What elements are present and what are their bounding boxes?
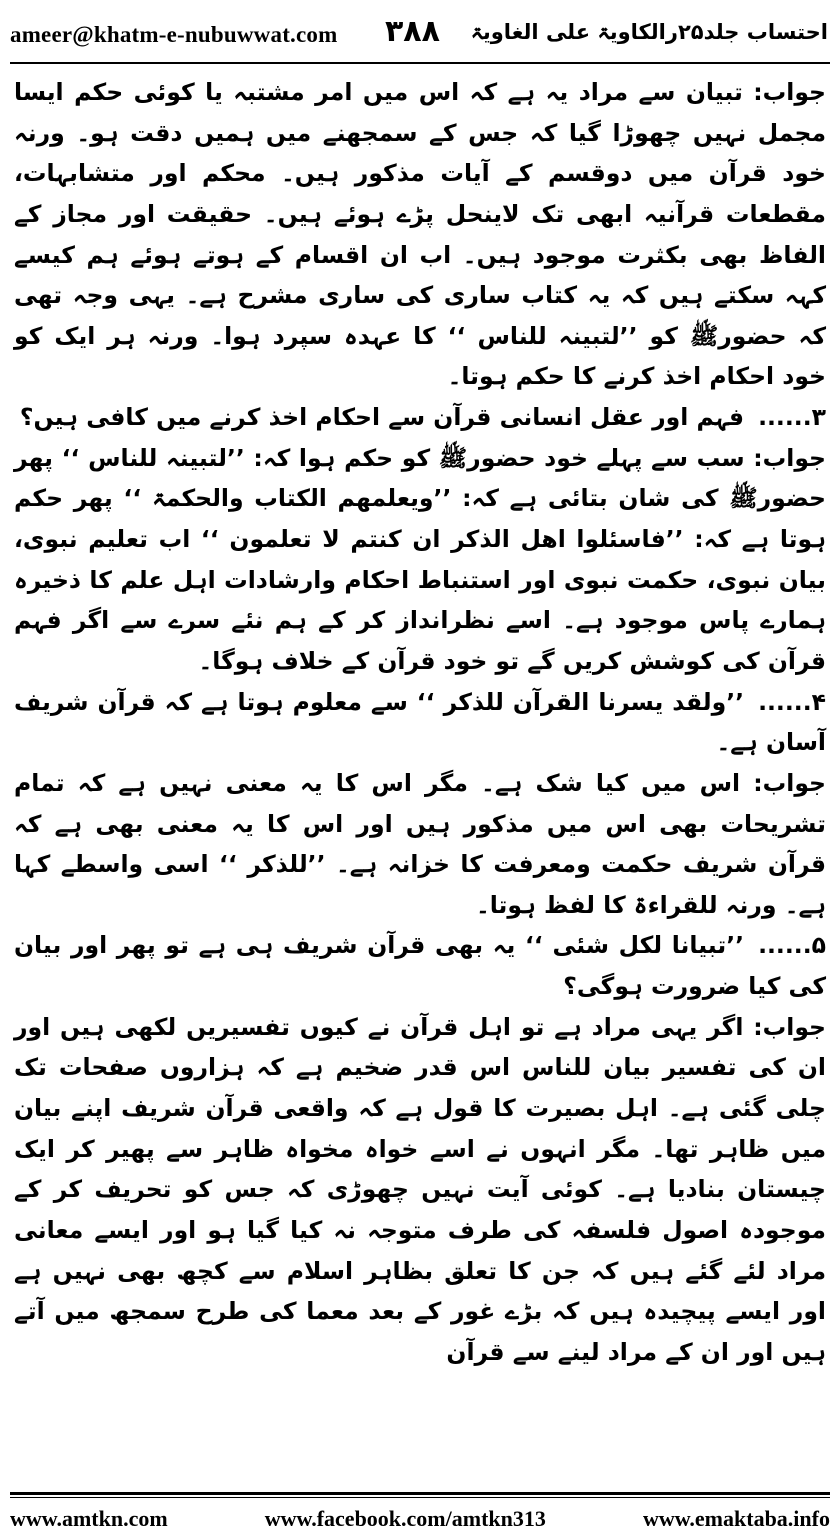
page-body: [14, 72, 826, 1477]
question-4-text: ’’ولقد یسرنا القرآن للذکر ‘‘ سے معلوم ہوتا ہے کہ قرآن شریف آسان ہے۔: [14, 687, 826, 757]
running-title: احتساب جلد۲۵رالکاویۃ علی الغاویۃ: [470, 20, 828, 44]
question-5-text: ’’تبیانا لکل شئی ‘‘ یہ بھی قرآن شریف ہی ہے تو پھر اور بیان کی کیا ضرورت ہوگی؟: [14, 931, 826, 1001]
footer-link-emaktaba[interactable]: www.emaktaba.info: [642, 1506, 830, 1531]
footer-link-facebook[interactable]: www.facebook.com/amtkn313: [264, 1506, 546, 1531]
answer-paragraph-3: جواب: اس میں کیا شک ہے۔ مگر اس کا یہ معنی نہیں ہے کہ تمام تشریحات بھی اس میں مذکور ہیں اور اس کا یہ معنی بھی ہے کہ قرآن شریف حکمت ومعرفت کا خزانہ ہے۔ ’’للذکر ‘‘ اسی واسطے کہا ہے۔ ورنہ للقراءۃ کا لفظ ہوتا۔: [14, 768, 826, 919]
question-3-text: فہم اور عقل انسانی قرآن سے احکام اخذ کرنے میں کافی ہیں؟: [19, 403, 745, 432]
question-4-number: ۴......: [758, 687, 826, 716]
header-email[interactable]: ameer@khatm-e-nubuwwat.com: [10, 22, 338, 47]
page-number: ۳۸۸: [385, 14, 440, 49]
answer-paragraph-4: جواب: اگر یہی مراد ہے تو اہل قرآن نے کیوں تفسیریں لکھی ہیں اور ان کی تفسیر بیان للناس اس قدر ضخیم ہے کہ ہزاروں صفحات تک چلی گئی ہے۔ اہل بصیرت کا قول ہے کہ واقعی قرآن شریف اپنے بیان میں ظاہر تھا۔ مگر انہوں نے اسے خواہ مخواہ ظاہر سے پھیر کر ایک چیستان بنادیا ہے۔ کوئی آیت نہیں چھوڑی کہ جس کو تحریف کر کے موجودہ اصول فلسفہ کی طرف متوجہ نہ کیا گیا ہو اور ایسے معانی مراد لئے گئے ہیں کہ جن کا تعلق بظاہر اسلام سے کچھ بھی نہیں ہے اور ایسے پیچیدہ ہیں کہ بڑے غور کے بعد معما کی طرح سمجھ میں آتے ہیں اور ان کے مراد لینے سے قرآن: [14, 1012, 826, 1366]
question-3-number: ۳......: [758, 403, 826, 432]
question-4: [14, 682, 826, 763]
header-divider: [10, 62, 830, 64]
footer-link-amtkn[interactable]: www.amtkn.com: [10, 1506, 168, 1531]
page-header: [0, 0, 840, 62]
question-5-number: ۵......: [758, 931, 826, 960]
footer-divider-thin: [10, 1497, 830, 1498]
answer-paragraph-2: جواب: سب سے پہلے خود حضورﷺ کو حکم ہوا کہ: ’’لتبینہ للناس ‘‘ پھر حضورﷺ کی شان بتائی ہے کہ: ’’ویعلمھم الکتاب والحکمۃ ‘‘ پھر حکم ہوتا ہے کہ: ’’فاسئلوا اھل الذکر ان کنتم لا تعلمون ‘‘ اب تعلیم نبوی، بیان نبوی، حکمت نبوی اور استنباط احکام وارشادات اہل علم کا ذخیرہ ہمارے پاس موجود ہے۔ اسے نظرانداز کر کے ہم نئے سرے سے اگر فہم قرآن کی کوشش کریں گے تو خود قرآن کے خلاف ہوگا۔: [14, 443, 826, 675]
page-footer: [10, 1504, 830, 1534]
footer-divider-thick: [10, 1492, 830, 1495]
question-5: [14, 925, 826, 1006]
answer-paragraph-1: جواب: تبیان سے مراد یہ ہے کہ اس میں امر مشتبہ یا کوئی حکم ایسا مجمل نہیں چھوڑا گیا کہ جس کے سمجھنے میں ہمیں دقت ہو۔ ورنہ خود قرآن میں دوقسم کے آیات مذکور ہیں۔ محکم اور متشابہات، مقطعات قرآنیہ ابھی تک لاینحل پڑے ہوئے ہیں۔ حقیقت اور مجاز کے الفاظ بھی بکثرت موجود ہیں۔ اب ان اقسام کے ہوتے ہوئے ہم کیسے کہہ سکتے ہیں کہ یہ کتاب ساری کی ساری مشرح ہے۔ یہی وجہ تھی کہ حضورﷺ کو ’’لتبینہ للناس ‘‘ کا عہدہ سپرد ہوا۔ ورنہ ہر ایک کو خود احکام اخذ کرنے کا حکم ہوتا۔: [14, 78, 826, 391]
question-3: [14, 397, 826, 438]
